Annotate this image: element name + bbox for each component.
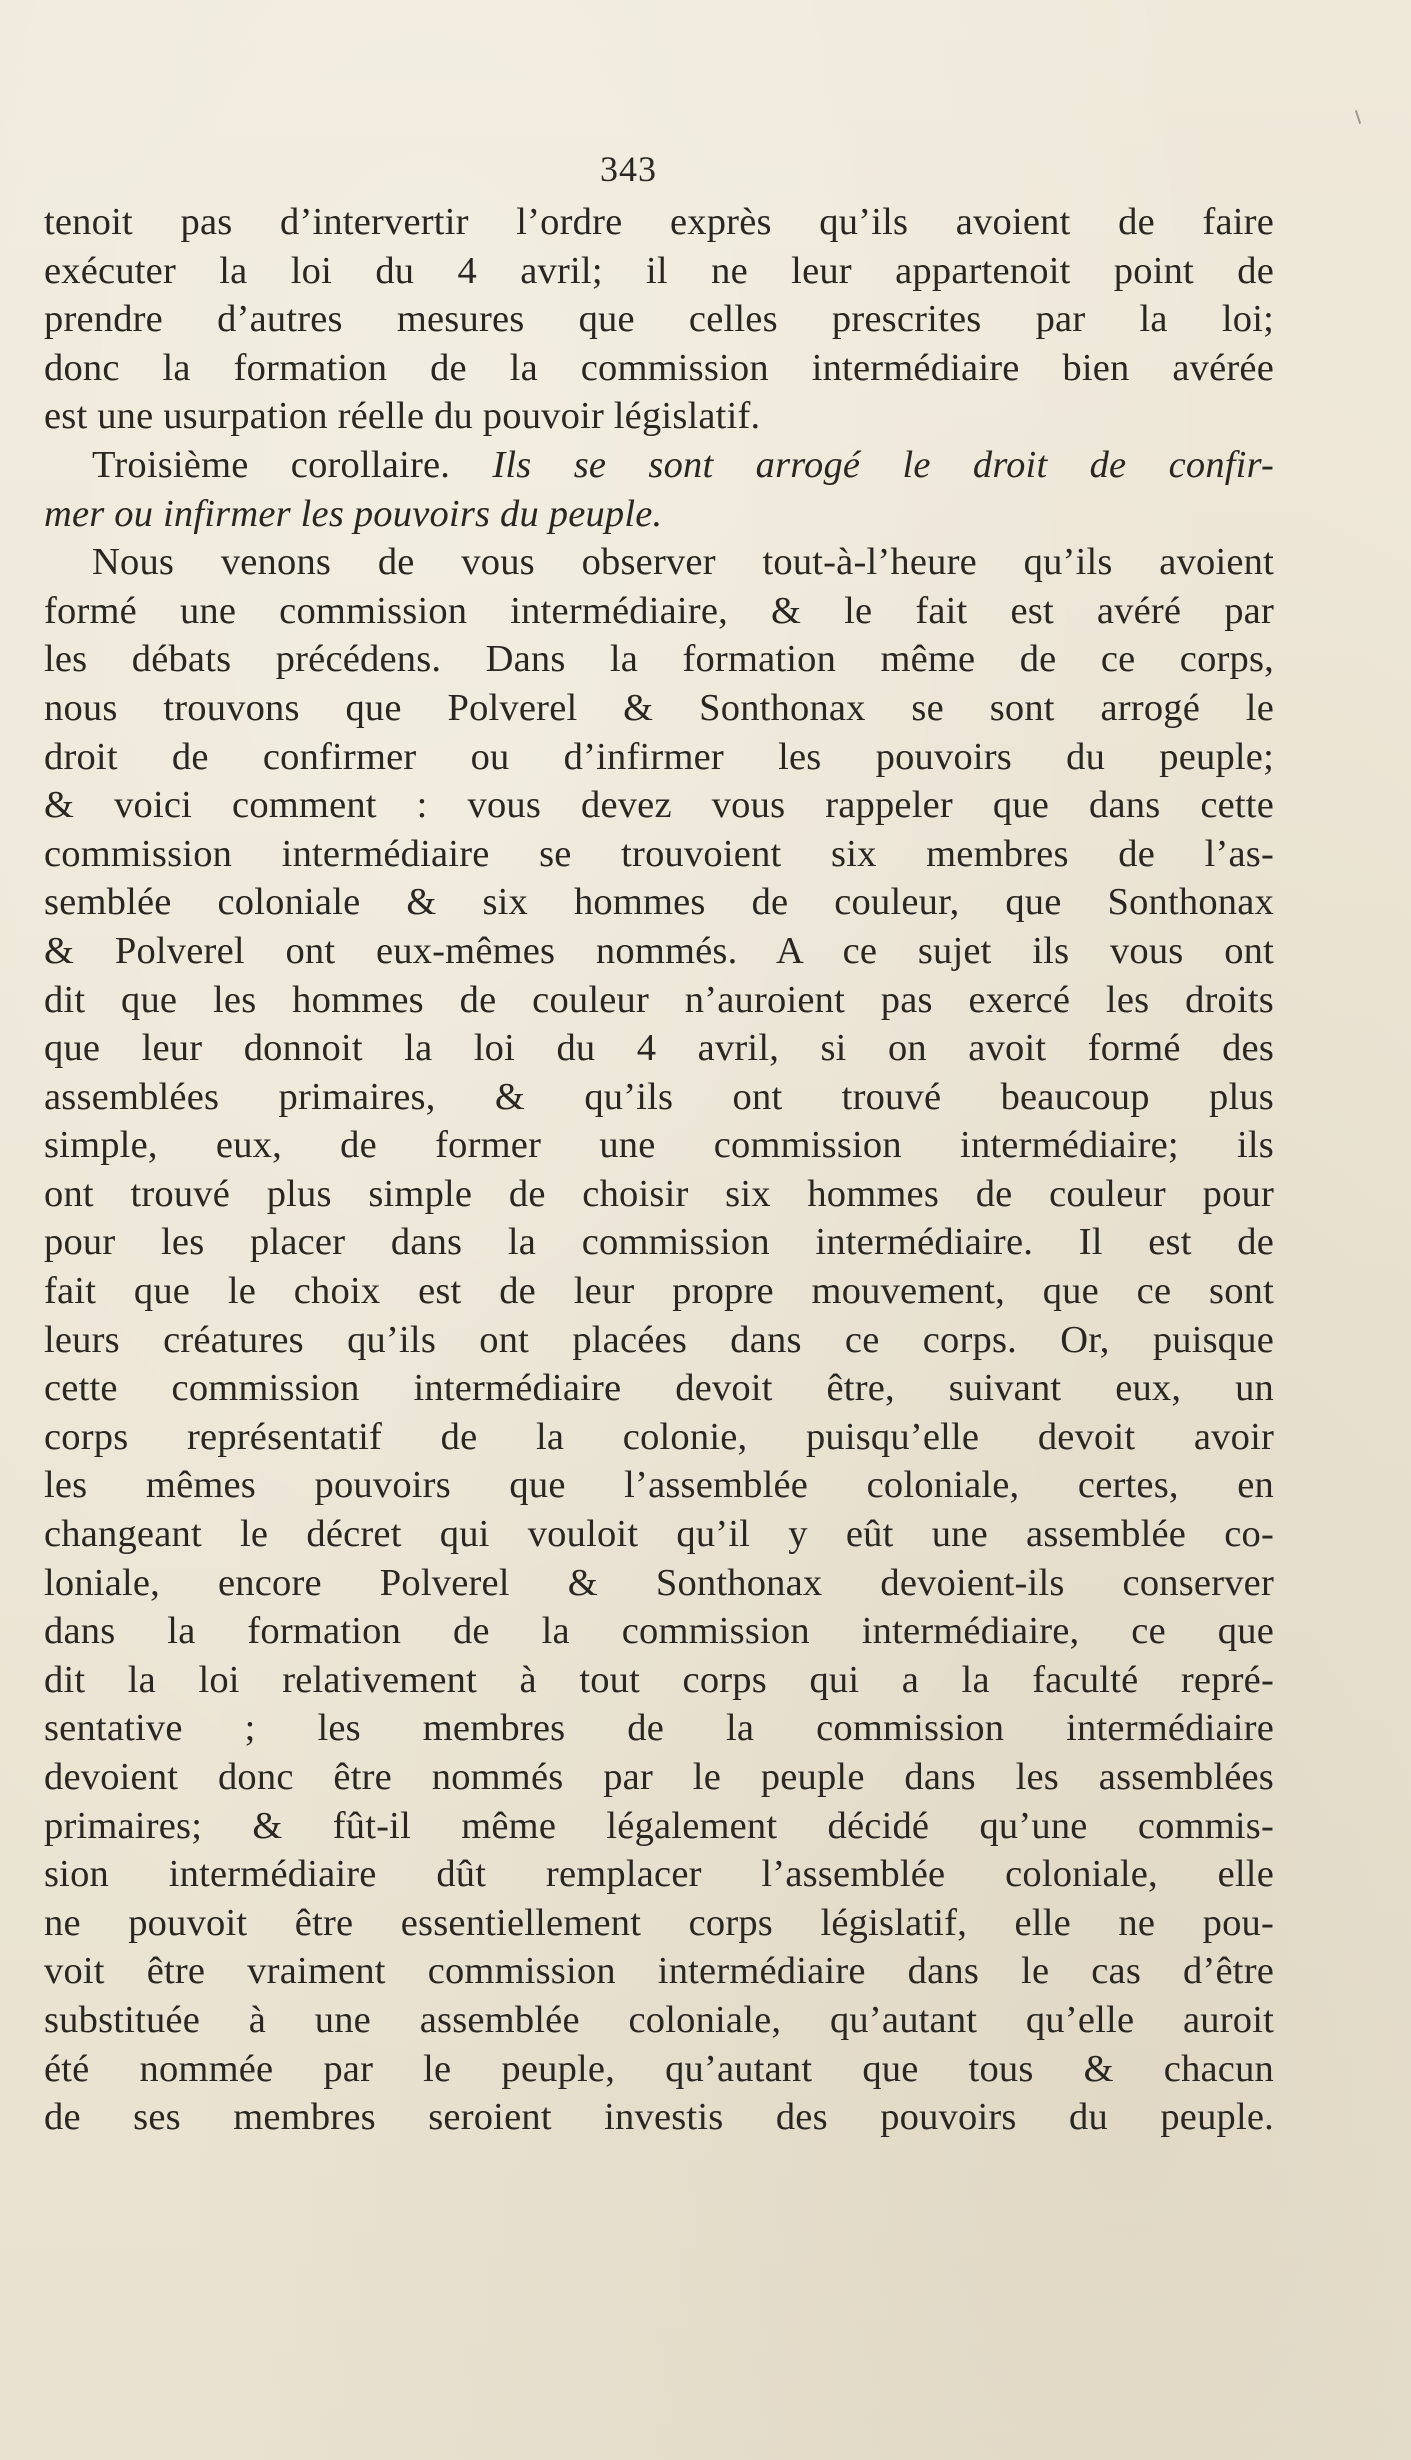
text-line: dans la formation de la commission intermédiaire, ce que xyxy=(44,1610,1274,1653)
text-line: prendre d’autres mesures que celles prescrites par la loi; xyxy=(44,298,1274,341)
text-line: est une usurpation réelle du pouvoir législatif. xyxy=(44,395,761,438)
text-line: les mêmes pouvoirs que l’assemblée coloniale, certes, en xyxy=(44,1464,1274,1507)
text-line: semblée coloniale & six hommes de couleur, que Sonthonax xyxy=(44,881,1274,924)
text-line: ont trouvé plus simple de choisir six hommes de couleur pour xyxy=(44,1172,1274,1215)
text-line: corps représentatif de la colonie, puisqu’elle devoit avoir xyxy=(44,1415,1274,1458)
text-line: Nous venons de vous observer tout-à-l’heure qu’ils avoient xyxy=(92,541,1274,584)
text-line: changeant le décret qui vouloit qu’il y eût une assemblée co- xyxy=(44,1513,1274,1556)
text-line: nous trouvons que Polverel & Sonthonax se sont arrogé le xyxy=(44,686,1274,729)
text-line: sentative ; les membres de la commission intermédiaire xyxy=(44,1707,1274,1750)
page-number: 343 xyxy=(600,149,657,189)
text-line: simple, eux, de former une commission intermédiaire; ils xyxy=(44,1124,1274,1167)
text-line: pour les placer dans la commission intermédiaire. Il est de xyxy=(44,1221,1274,1264)
text-line: primaires; & fût-il même légalement décidé qu’une commis- xyxy=(44,1804,1274,1847)
text-line: droit de confirmer ou d’infirmer les pouvoirs du peuple; xyxy=(44,735,1274,778)
corollary-label: Troisième corollaire. xyxy=(92,443,451,486)
text-line: les débats précédens. Dans la formation même de ce corps, xyxy=(44,638,1274,681)
text-line: que leur donnoit la loi du 4 avril, si on avoit formé des xyxy=(44,1027,1274,1070)
text-line: exécuter la loi du 4 avril; il ne leur appartenoit point de xyxy=(44,249,1274,292)
text-line: & voici comment : vous devez vous rappeler que dans cette xyxy=(44,784,1274,827)
text-line: sion intermédiaire dût remplacer l’assemblée coloniale, elle xyxy=(44,1853,1274,1896)
text-line: dit la loi relativement à tout corps qui a la faculté repré- xyxy=(44,1658,1274,1701)
corollary-heading-line xyxy=(44,441,1274,490)
text-line: dit que les hommes de couleur n’auroient pas exercé les droits xyxy=(44,978,1274,1021)
text-line: loniale, encore Polverel & Sonthonax devoient-ils conserver xyxy=(44,1561,1274,1604)
body-text xyxy=(44,198,1274,2142)
stray-ink-mark xyxy=(1355,110,1361,124)
text-line: été nommée par le peuple, qu’autant que tous & chacun xyxy=(44,2047,1274,2090)
corollary-statement-end: mer ou infirmer les pouvoirs du peuple. xyxy=(44,492,663,535)
text-line: formé une commission intermédiaire, & le fait est avéré par xyxy=(44,589,1274,632)
text-line: ne pouvoit être essentiellement corps législatif, elle ne pou- xyxy=(44,1901,1274,1944)
text-line: tenoit pas d’intervertir l’ordre exprès qu’ils avoient de faire xyxy=(44,201,1274,243)
text-line: substituée à une assemblée coloniale, qu’autant qu’elle auroit xyxy=(44,1998,1274,2041)
text-line: commission intermédiaire se trouvoient six membres de l’as- xyxy=(44,832,1274,875)
text-line: donc la formation de la commission intermédiaire bien avérée xyxy=(44,346,1274,389)
text-line: devoient donc être nommés par le peuple dans les assemblées xyxy=(44,1756,1274,1798)
text-line: voit être vraiment commission intermédiaire dans le cas d’être xyxy=(44,1950,1274,1993)
text-line: leurs créatures qu’ils ont placées dans ce corps. Or, puisque xyxy=(44,1318,1274,1361)
text-line: assemblées primaires, & qu’ils ont trouvé beaucoup plus xyxy=(44,1075,1274,1118)
text-line: & Polverel ont eux-mêmes nommés. A ce sujet ils vous ont xyxy=(44,929,1274,972)
text-line: cette commission intermédiaire devoit être, suivant eux, un xyxy=(44,1367,1274,1410)
text-line: fait que le choix est de leur propre mouvement, que ce sont xyxy=(44,1270,1274,1313)
corollary-statement-start: Ils se sont arrogé le droit de confir- xyxy=(492,443,1274,486)
text-line: de ses membres seroient investis des pouvoirs du peuple. xyxy=(44,2096,1274,2139)
